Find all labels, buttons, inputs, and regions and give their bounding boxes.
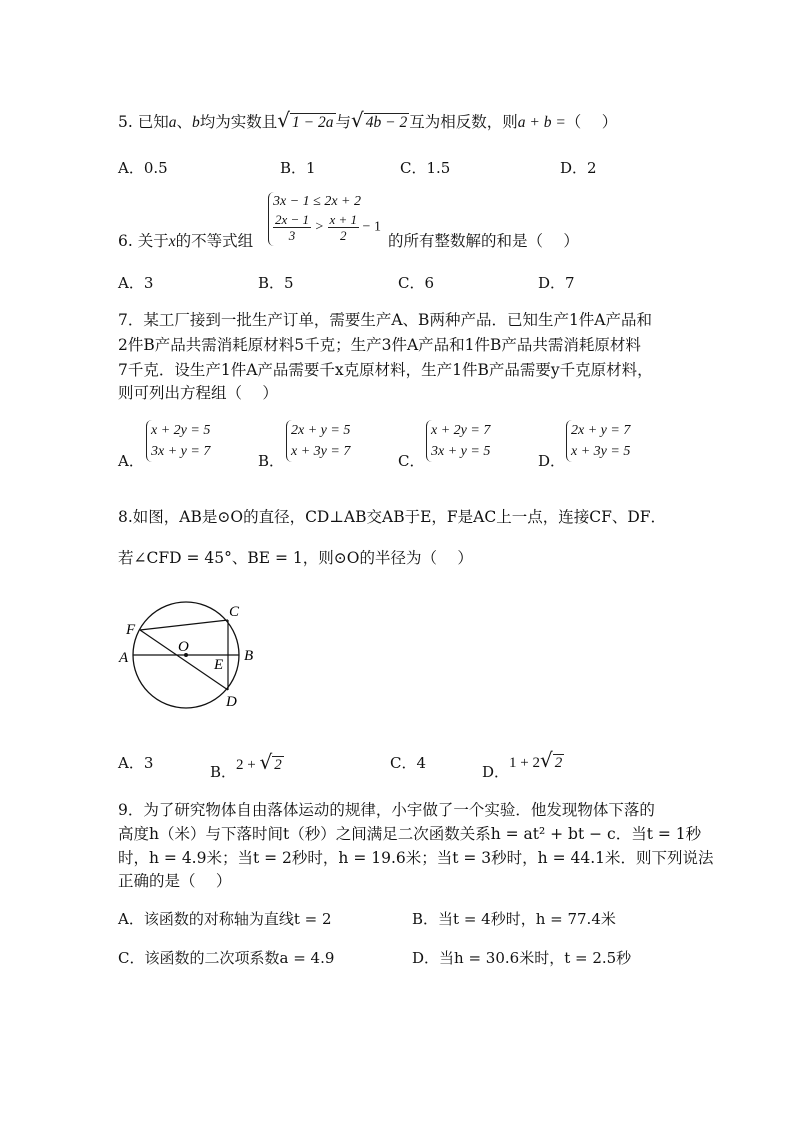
q7-line-4: 则可列出方程组（ ） xyxy=(118,384,278,402)
label-a: A xyxy=(119,650,129,666)
q9-line-3: 时，h = 4.9米；当t = 2秒时，h = 19.6米；当t = 3秒时，h = 44.1米．则下列说法 xyxy=(118,849,714,867)
q5-radicand-1: 1 − 2a xyxy=(292,114,334,131)
q9-option-c[interactable]: C．该函数的二次项系数a = 4.9 xyxy=(118,949,335,967)
q6-stem-start: 6. 关于x的不等式组 xyxy=(118,232,254,250)
q9-option-d[interactable]: D．当h = 30.6米时，t = 2.5秒 xyxy=(412,949,632,967)
q6-inequality-2: $\frac{2x - 1}{3}$ > $\frac{x + 1}{2}$ − 1 xyxy=(275,212,381,243)
q5-option-c[interactable]: C．1.5 xyxy=(400,159,451,177)
label-b: B xyxy=(244,648,254,664)
q9-line-1: 9．为了研究物体自由落体运动的规律，小宇做了一个实验．他发现物体下落的 xyxy=(118,801,655,819)
q8-line-1: 8.如图，AB是⊙O的直径，CD⊥AB交AB于E，F是AC上一点，连接CF、DF． xyxy=(118,508,667,526)
label-e: E xyxy=(214,657,224,673)
q9-option-b[interactable]: B．当t = 4秒时，h = 77.4米 xyxy=(412,910,616,928)
q7-line-2: 2件B产品共需消耗原材料5千克；生产3件A产品和1件B产品共需消耗原材料 xyxy=(118,336,641,354)
label-f: F xyxy=(126,622,136,638)
q5-number: 5. xyxy=(118,113,133,131)
q5-stem: 5. 已知a、b均为实数且√ 1 − 2a 与√ 4b − 2 互为相反数，则a + b =（ ） xyxy=(118,108,618,132)
q8-option-a[interactable]: A．3 xyxy=(118,754,154,772)
q6-inequality-1: 3x − 1 ≤ 2x + 2 xyxy=(273,194,362,209)
label-d: D xyxy=(226,694,237,710)
sqrt-symbol: √ xyxy=(277,108,291,132)
q5-option-d[interactable]: D．2 xyxy=(560,159,597,177)
q6-option-d[interactable]: D．7 xyxy=(538,274,575,292)
label-o: O xyxy=(178,639,189,655)
segment-fc xyxy=(140,620,228,630)
q9-line-4: 正确的是（ ） xyxy=(118,872,232,890)
label-c: C xyxy=(229,604,240,620)
q8-circle-figure xyxy=(116,600,266,715)
q5-option-b[interactable]: B．1 xyxy=(280,159,316,177)
sqrt-symbol: √ xyxy=(540,748,553,772)
q8-option-b[interactable]: B．2 + √ 2 xyxy=(210,750,282,781)
q5-radicand-2: 4b − 2 xyxy=(365,114,408,131)
q6-stem-end: 的所有整数解的和是（ ） xyxy=(388,232,579,250)
sqrt-symbol: √ xyxy=(259,750,273,774)
q8-line-2: 若∠CFD = 45°、BE = 1，则⊙O的半径为（ ） xyxy=(118,549,473,567)
sqrt-symbol: √ xyxy=(351,108,364,132)
q6-option-a[interactable]: A．3 xyxy=(118,274,154,292)
q9-option-a[interactable]: A．该函数的对称轴为直线t = 2 xyxy=(118,910,332,928)
q6-number: 6. xyxy=(118,232,133,250)
q5-option-a[interactable]: A．0.5 xyxy=(118,159,168,177)
q6-option-b[interactable]: B．5 xyxy=(258,274,294,292)
q7-line-3: 7千克．设生产1件A产品需要千x克原材料，生产1件B产品需要y千克原材料， xyxy=(118,361,653,379)
q8-option-d[interactable]: D．1 + 2√ 2 xyxy=(482,748,563,781)
q6-inequality-system xyxy=(268,192,381,246)
q9-line-2: 高度h（米）与下落时间t（秒）之间满足二次函数关系h = at² + bt − c．当t = 1秒 xyxy=(118,825,702,843)
q8-option-c[interactable]: C．4 xyxy=(390,754,427,772)
q6-option-c[interactable]: C．6 xyxy=(398,274,435,292)
q7-line-1: 7．某工厂接到一批生产订单，需要生产A、B两种产品．已知生产1件A产品和 xyxy=(118,311,653,329)
